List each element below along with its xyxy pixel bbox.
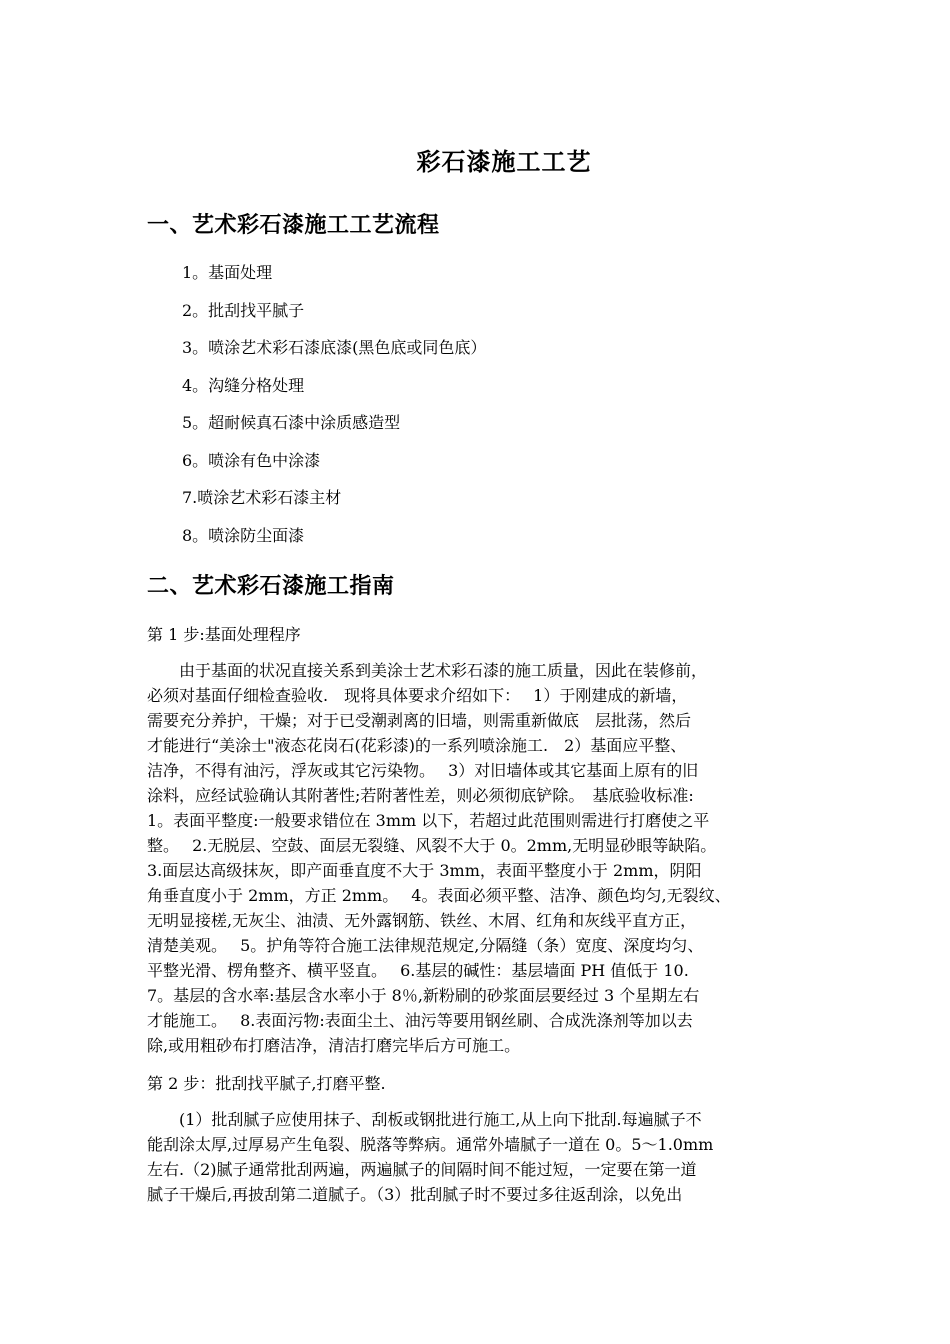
paragraph-line: 3.面层达高级抹灰，即产面垂直度不大于 3mm，表面平整度小于 2mm，阴阳	[147, 861, 702, 880]
step-1-label: 第 1 步:基面处理程序	[147, 625, 301, 644]
paragraph-line: 必须对基面仔细检查验收. 现将具体要求介绍如下： 1）于刚建成的新墙，	[147, 686, 688, 705]
process-step: 3。喷涂艺术彩石漆底漆(黑色底或同色底）	[182, 338, 487, 357]
process-step: 5。超耐候真石漆中涂质感造型	[182, 413, 401, 432]
process-step: 1。基面处理	[182, 263, 273, 282]
section-heading-guide: 二、艺术彩石漆施工指南	[147, 573, 395, 599]
paragraph-line: 需要充分养护，干燥；对于已受潮剥离的旧墙，则需重新做底 层批荡，然后	[147, 711, 692, 730]
paragraph-line: 清楚美观。 5。护角等符合施工法律规范规定,分隔缝（条）宽度、深度均匀、	[147, 936, 704, 955]
document-title: 彩石漆施工工艺	[416, 147, 592, 176]
step-1-paragraph	[147, 658, 807, 1058]
paragraph-line: 由于基面的状况直接关系到美涂士艺术彩石漆的施工质量，因此在装修前，	[147, 661, 708, 680]
paragraph-line: 7。基层的含水率:基层含水率小于 8％,新粉刷的砂浆面层要经过 3 个星期左右	[147, 986, 700, 1005]
paragraph-line: 角垂直度小于 2mm，方正 2mm。 4。表面必须平整、洁净、颜色均匀,无裂纹、	[147, 886, 731, 905]
paragraph-line: 平整光滑、楞角整齐、横平竖直。 6.基层的碱性：基层墙面 PH 值低于 10.	[147, 961, 689, 980]
paragraph-line: 涂料，应经试验确认其附著性;若附著性差，则必须彻底铲除。 基底验收标准:	[147, 786, 694, 805]
paragraph-line: 才能施工。 8.表面污物:表面尘土、油污等要用钢丝刷、合成洗涤剂等加以去	[147, 1011, 693, 1030]
process-step: 2。批刮找平腻子	[182, 300, 305, 320]
paragraph-line: 整。 2.无脱层、空鼓、面层无裂缝、风裂不大于 0。2mm,无明显砂眼等缺陷。	[147, 836, 717, 855]
process-step: 6。喷涂有色中涂漆	[182, 450, 321, 470]
step-2-label: 第 2 步：批刮找平腻子,打磨平整.	[147, 1074, 386, 1093]
paragraph-line: 腻子干燥后,再披刮第二道腻子。（3）批刮腻子时不要过多往返刮涂，以免出	[147, 1185, 683, 1204]
section-heading-process: 一、艺术彩石漆施工工艺流程	[147, 212, 440, 238]
process-step: 8。喷涂防尘面漆	[182, 525, 305, 545]
step-2-paragraph	[147, 1107, 807, 1207]
paragraph-line: 能刮涂太厚,过厚易产生龟裂、脱落等弊病。通常外墙腻子一道在 0。5～1.0mm	[147, 1135, 714, 1154]
paragraph-line: 才能进行“美涂士"液态花岗石(花彩漆)的一系列喷涂施工. 2）基面应平整、	[147, 736, 687, 755]
paragraph-line: (1）批刮腻子应使用抹子、刮板或钢批进行施工,从上向下批刮.每遍腻子不	[147, 1110, 702, 1129]
process-step-list	[182, 262, 486, 562]
paragraph-line: 除,或用粗砂布打磨洁净，清洁打磨完毕后方可施工。	[147, 1036, 521, 1055]
process-step: 7.喷涂艺术彩石漆主材	[182, 488, 342, 507]
paragraph-line: 1。表面平整度:一般要求错位在 3mm 以下，若超过此范围则需进行打磨使之平	[147, 811, 710, 830]
process-step: 4。沟缝分格处理	[182, 375, 305, 395]
paragraph-line: 无明显接槎,无灰尘、油渍、无外露钢筋、铁丝、木屑、红角和灰线平直方正，	[147, 911, 697, 930]
paragraph-line: 左右.（2)腻子通常批刮两遍，两遍腻子的间隔时间不能过短，一定要在第一道	[147, 1160, 697, 1179]
paragraph-line: 洁净，不得有油污，浮灰或其它污染物。 3）对旧墙体或其它基面上原有的旧	[147, 761, 699, 780]
